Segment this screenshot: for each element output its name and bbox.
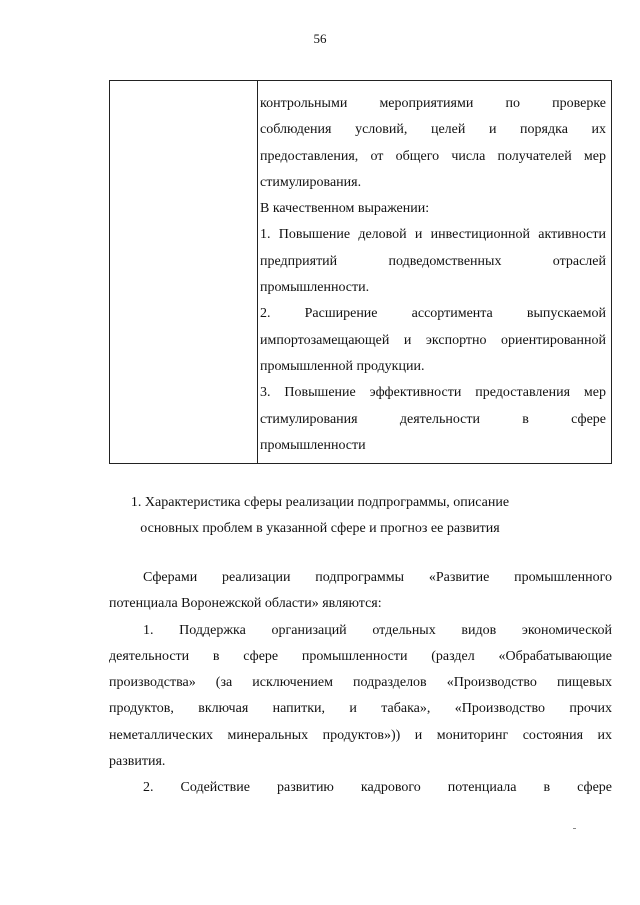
indicators-table	[109, 80, 612, 464]
table-line: промышленной продукции.	[260, 358, 425, 374]
table-line: контрольными мероприятиями по проверке	[260, 96, 606, 111]
section-heading-line-2: основных проблем в указанной сфере и прогноз ее развития	[140, 521, 500, 536]
paragraph-line: потенциала Воронежской области» являются:	[109, 596, 382, 612]
table-line: 3. Повышение эффективности предоставления мер	[260, 385, 606, 401]
table-line: соблюдения условий, целей и порядка их	[260, 122, 606, 138]
paragraph-line: производства» (за исключением подразделов «Производство пищевых	[109, 675, 612, 691]
table-line: импортозамещающей и экспортно ориентированной	[260, 332, 606, 348]
table-line: В качественном выражении:	[260, 201, 430, 217]
scan-mark	[573, 828, 576, 829]
table-line: промышленности.	[260, 280, 370, 296]
table-line: промышленности	[260, 437, 366, 453]
paragraph-line: развития.	[109, 754, 166, 770]
table-line: стимулирования.	[260, 174, 362, 190]
body-text	[109, 565, 612, 802]
section-heading-line-1: 1. Характеристика сферы реализации подпрограммы, описание	[130, 495, 510, 510]
paragraph-line: деятельности в сфере промышленности (раздел «Обрабатывающие	[109, 648, 612, 664]
table-column-divider	[257, 81, 258, 463]
paragraph-line: Сферами реализации подпрограммы «Развитие промышленного	[143, 570, 612, 585]
table-cell-text	[260, 91, 606, 459]
table-line: 1. Повышение деловой и инвестиционной активности	[260, 227, 606, 243]
paragraph-line: 1. Поддержка организаций отдельных видов экономической	[143, 622, 612, 638]
paragraph-line: продуктов, включая напитки, и табака», «Производство прочих	[109, 701, 612, 717]
table-line: предприятий подведомственных отраслей	[260, 253, 606, 269]
table-line: 2. Расширение ассортимента выпускаемой	[260, 306, 606, 322]
paragraph-line: неметаллических минеральных продуктов»)) и мониторинг состояния их	[109, 727, 612, 743]
table-line: стимулирования деятельности в сфере	[260, 411, 606, 427]
section-heading	[0, 490, 640, 542]
page-number: 56	[313, 31, 327, 46]
paragraph-line: 2. Содействие развитию кадрового потенциала в сфере	[143, 780, 612, 796]
table-line: предоставления, от общего числа получателей мер	[260, 148, 606, 164]
